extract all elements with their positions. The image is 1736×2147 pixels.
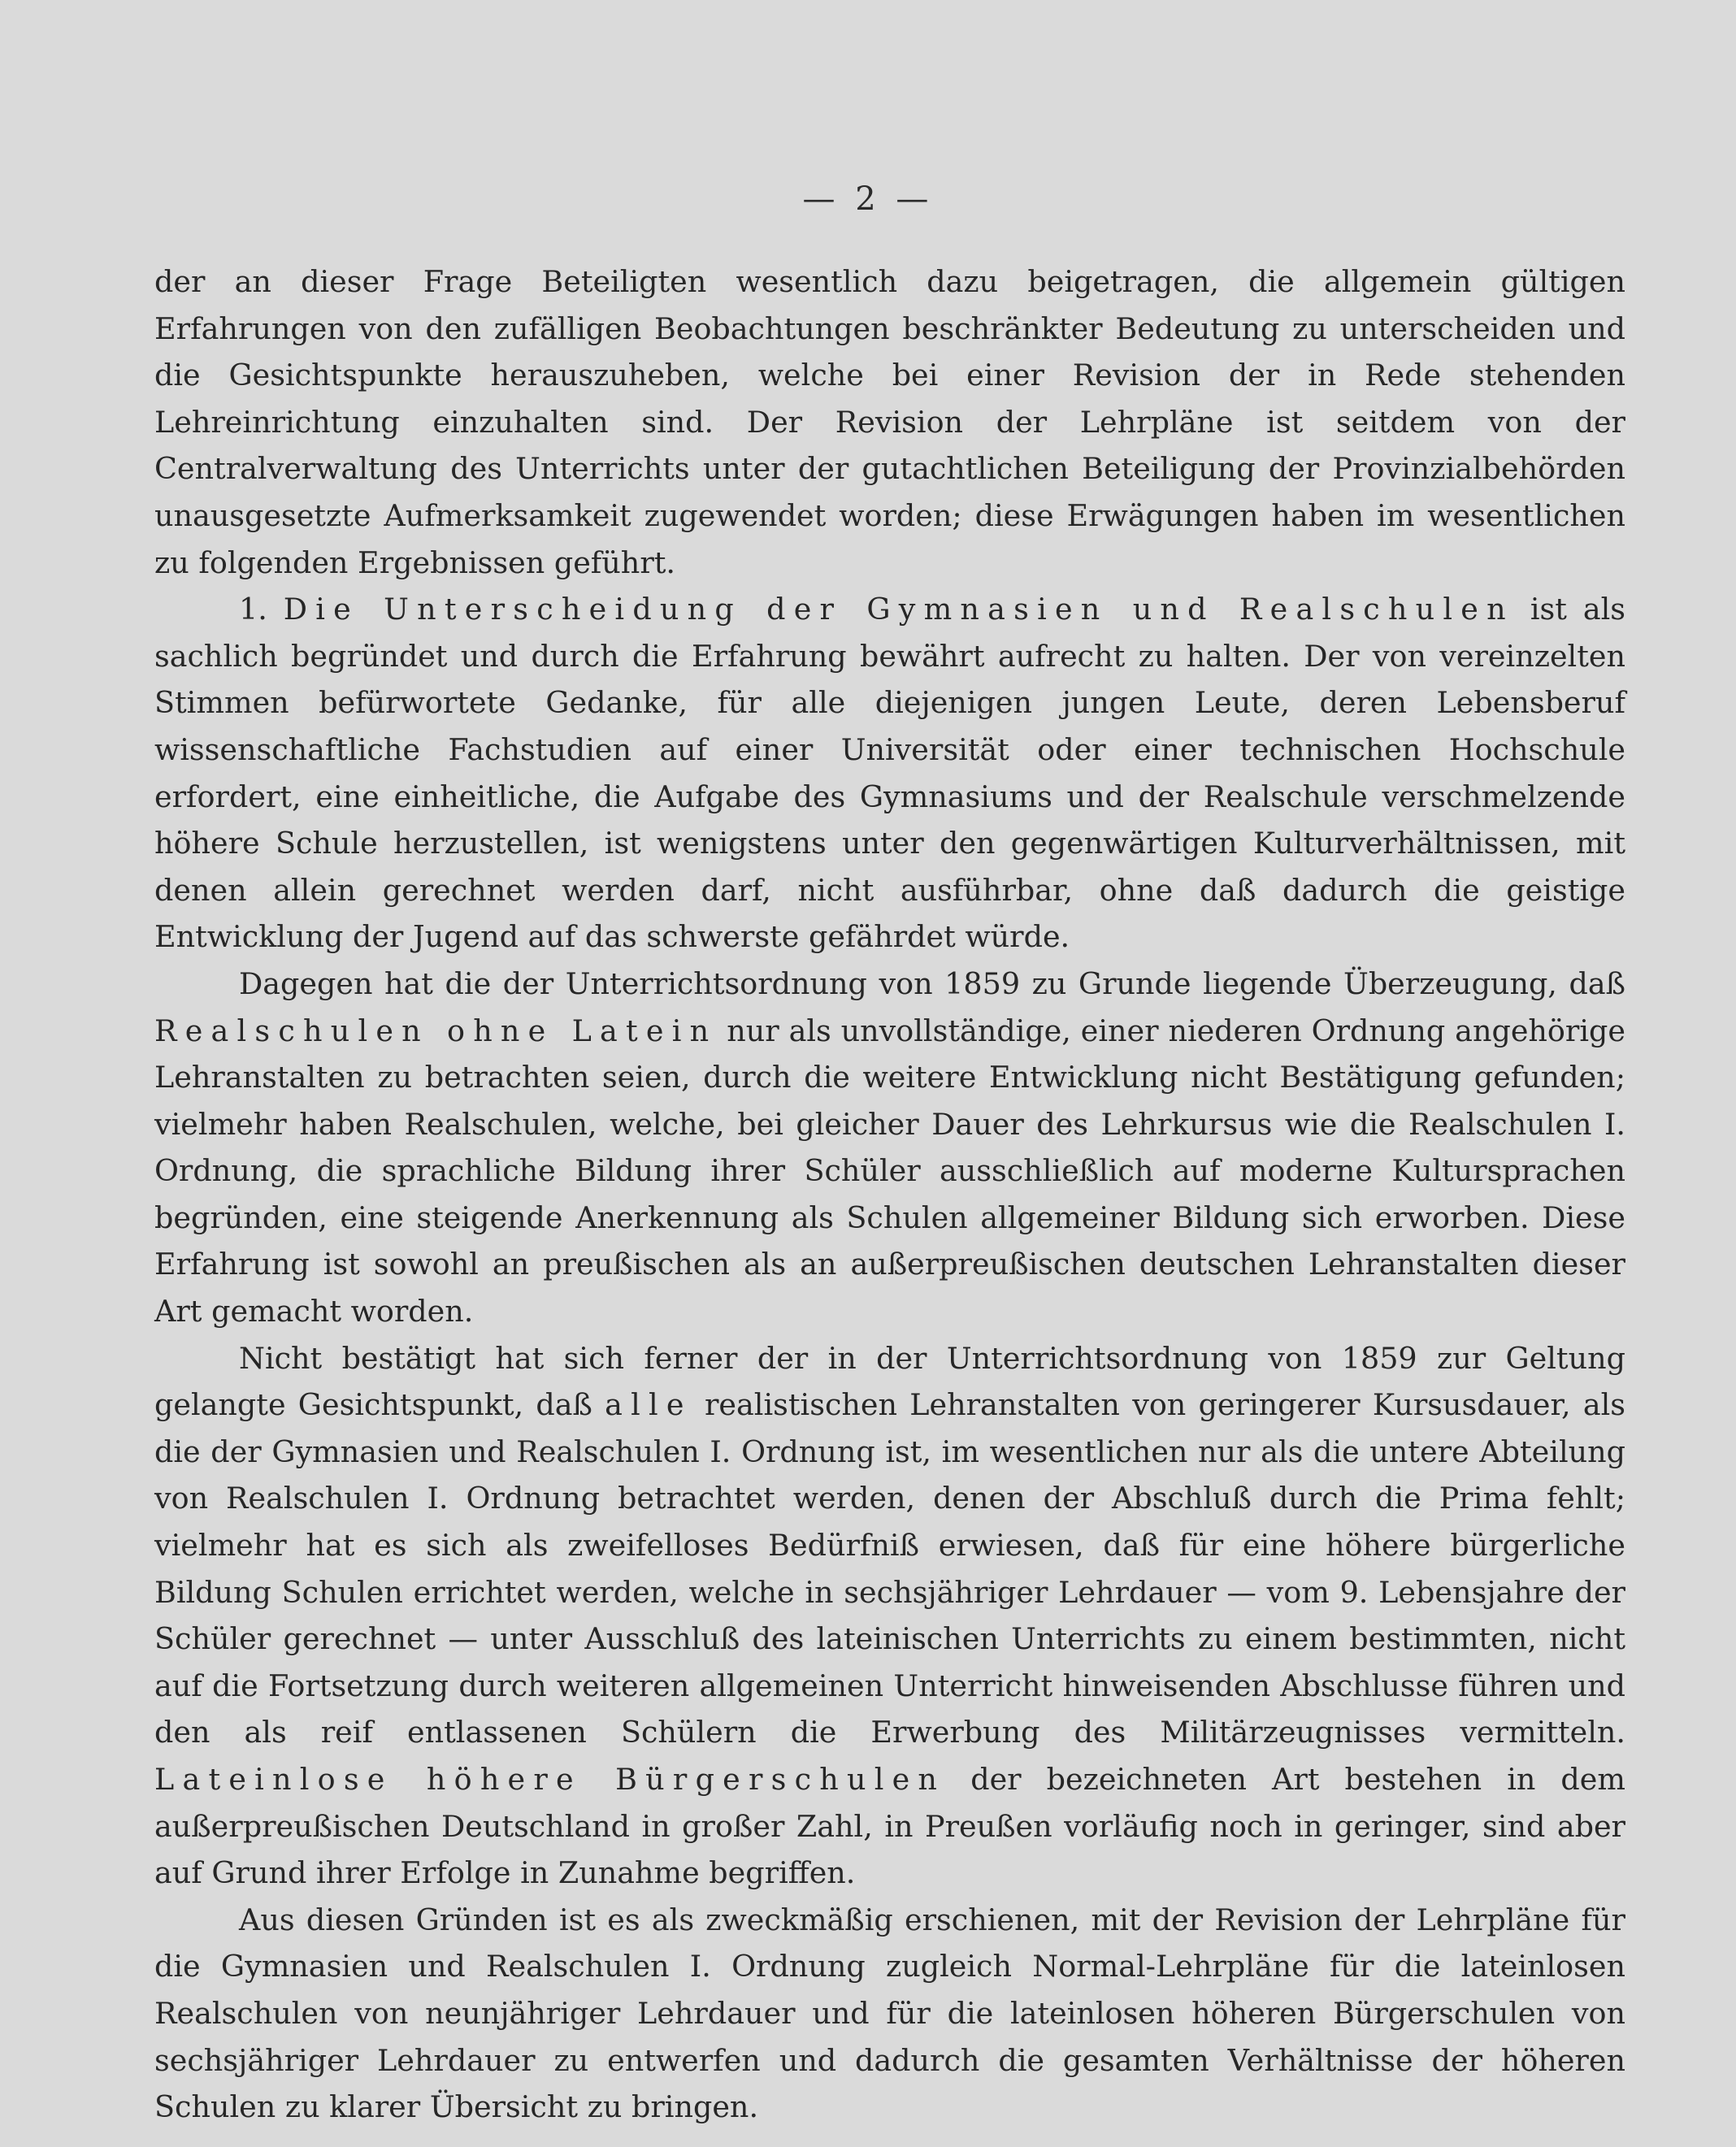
paragraph-4-text-after: der bezeichneten Art bestehen in dem außerpreußischen Deutschland in großer Zahl, in Preußen vorläufig noch in geringer, sind aber auf Grund ihrer Erfolge in Zunahme begriffen. (154, 1762, 1625, 1891)
paragraph-2 (154, 586, 1625, 961)
paragraph-3-text-before: Dagegen hat die der Unterrichtsordnung von 1859 zu Grunde liegende Überzeugung, daß (239, 965, 1625, 1001)
paragraph-3-text-after: nur als unvollständige, einer niederen Ordnung angehörige Lehranstalten zu betrachten seien, durch die weitere Entwicklung nicht Bestätigung gefunden; vielmehr haben Realschulen, welche, bei gleicher Dauer des Lehrkursus wie die Realschulen I. Ordnung, die sprachliche Bildung ihrer Schüler ausschließlich auf moderne Kultursprachen begründen, eine steigende Anerkennung als Schulen allgemeiner Bildung sich erworben. Diese Erfahrung ist sowohl an preußischen als an außerpreußischen deutschen Lehranstalten dieser Art gemacht worden. (154, 1013, 1625, 1329)
paragraph-2-text: ist als sachlich begründet und durch die Erfahrung bewährt aufrecht zu halten. Der von vereinzelten Stimmen befürwortete Gedanke, für alle diejenigen jungen Leute, deren Lebensberuf wissenschaftliche Fachstudien auf einer Universität oder einer technischen Hochschule erfordert, eine einheitliche, die Aufgabe des Gymnasiums und der Realschule verschmelzende höhere Schule herzustellen, ist wenigstens unter den gegenwärtigen Kulturverhältnissen, mit denen allein gerechnet werden darf, nicht ausführbar, ohne daß dadurch die geistige Entwicklung der Jugend auf das schwerste gefährdet würde. (154, 592, 1626, 955)
body-text (154, 258, 1625, 2131)
paragraph-2-number: 1. (239, 592, 267, 627)
paragraph-4-emphasis: alle (605, 1387, 692, 1423)
page-number: — 2 — (802, 180, 934, 218)
paragraph-5: Aus diesen Gründen ist es als zweckmäßig erschienen, mit der Revision der Lehrpläne für die Gymnasien und Realschulen I. Ordnung zugleich Normal-Lehrpläne für die lateinlosen Realschulen von neunjähriger Lehrdauer und für die lateinlosen höheren Bürgerschulen von sechsjähriger Lehrdauer zu entwerfen und dadurch die gesamten Verhältnisse der höheren Schulen zu klarer Übersicht zu bringen. (154, 1902, 1625, 2125)
paragraph-3-emphasis: Realschulen ohne Latein (154, 1013, 718, 1048)
paragraph-4 (154, 1335, 1625, 1897)
paragraph-2-emphasis: Die Unterscheidung der Gymnasien und Realschulen (283, 592, 1514, 627)
paragraph-4-text-before: Nicht bestätigt hat sich ferner der in der Unterrichtsordnung von 1859 zur Geltung gelangte Gesichtspunkt, daß (154, 1340, 1625, 1423)
paragraph-4-emphasis-2: Lateinlose höhere Bürgerschulen (154, 1762, 946, 1797)
paragraph-4-text-middle: realistischen Lehranstalten von geringerer Kursusdauer, als die der Gymnasien und Realschulen I. Ordnung ist, im wesentlichen nur als die untere Abteilung von Realschulen I. Ordnung betrachtet werden, denen der Abschluß durch die Prima fehlt; vielmehr hat es sich als zweifelloses Bedürfniß erwiesen, daß für eine höhere bürgerliche Bildung Schulen errichtet werden, welche in sechsjähriger Lehrdauer — vom 9. Lebensjahre der Schüler gerechnet — unter Ausschluß des lateinischen Unterrichts zu einem bestimmten, nicht auf die Fortsetzung durch weiteren allgemeinen Unterricht hinweisenden Abschlusse führen und den als reif entlassenen Schülern die Erwerbung des Militärzeugnisses vermitteln. (154, 1387, 1625, 1750)
paragraph-1: der an dieser Frage Beteiligten wesentlich dazu beigetragen, die allgemein gültigen Erfahrungen von den zufälligen Beobachtungen beschränkter Bedeutung zu unterscheiden und die Gesichtspunkte herauszuheben, welche bei einer Revision der in Rede stehenden Lehreinrichtung einzuhalten sind. Der Revision der Lehrpläne ist seitdem von der Centralverwaltung des Unterrichts unter der gutachtlichen Beteiligung der Provinzialbehörden unausgesetzte Aufmerksamkeit zugewendet worden; diese Erwägungen haben im wesentlichen zu folgenden Ergebnissen geführt. (154, 264, 1625, 580)
paragraph-3 (154, 961, 1625, 1335)
